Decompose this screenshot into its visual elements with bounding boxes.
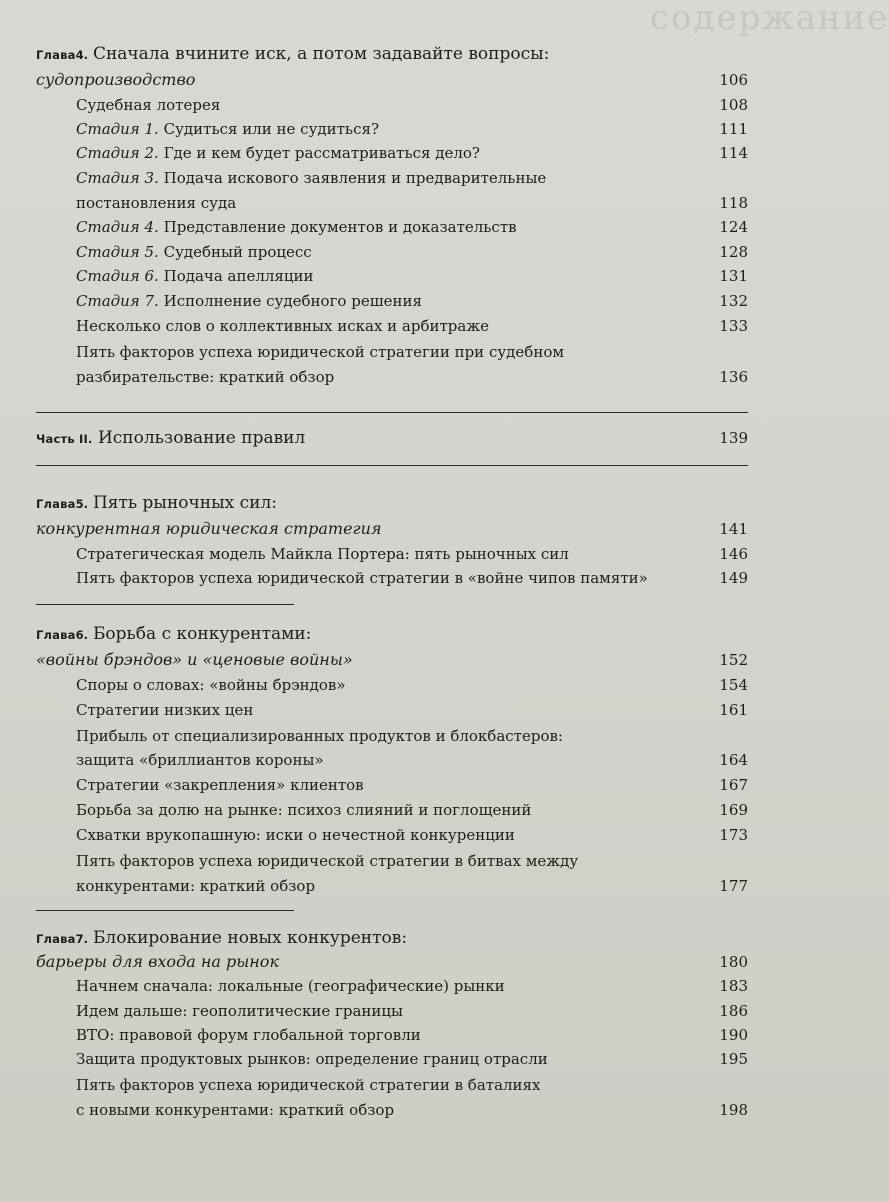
toc-entry-line2: конкурентами: краткий обзор 177 xyxy=(76,877,748,895)
toc-entry-line2: с новыми конкурентами: краткий обзор 198 xyxy=(76,1101,748,1119)
toc-entry: Стратегии низких цен 161 xyxy=(76,701,748,719)
chapter-7-subtitle: барьеры для входа на рынок xyxy=(36,952,279,971)
chapter-7-subtitle-row xyxy=(36,949,748,975)
chapter-5-title: Пять рыночных сил: xyxy=(92,493,277,513)
chapter-7-heading: Глава7. Блокирование новых конкурентов: xyxy=(36,928,408,948)
chapter-4-subtitle: судопроизводство xyxy=(36,70,196,89)
chapter-6-subtitle-row xyxy=(36,647,748,673)
toc-entry: Стадия 1. Судиться или не судиться? 111 xyxy=(76,120,748,138)
toc-entry: Стратегическая модель Майкла Портера: пять рыночных сил 146 xyxy=(76,545,748,563)
toc-entry-line1: Пять факторов успеха юридической стратегии при судебном xyxy=(76,343,565,361)
chapter-divider xyxy=(36,604,294,605)
toc-entry: Схватки врукопашную: иски о нечестной конкуренции 173 xyxy=(76,826,748,844)
chapter-7-title: Блокирование новых конкурентов: xyxy=(92,928,408,948)
toc-entry: Стадия 5. Судебный процесс 128 xyxy=(76,243,748,261)
chapter-6-heading: Глава6. Борьба с конкурентами: xyxy=(36,624,312,644)
toc-entry-line2: разбирательстве: краткий обзор 136 xyxy=(76,368,748,386)
toc-entry: Стадия 4. Представление документов и доказательств 124 xyxy=(76,218,748,236)
toc-entry: Стадия 7. Исполнение судебного решения 132 xyxy=(76,292,748,310)
chapter-5-heading: Глава5. Пять рыночных сил: xyxy=(36,493,277,513)
part-2-title: Использование правил xyxy=(97,428,306,448)
toc-entry: Стадия 6. Подача апелляции 131 xyxy=(76,267,748,285)
section-divider xyxy=(36,465,748,466)
part-2-heading: Часть II. Использование правил 139 xyxy=(36,425,748,451)
chapter-7-page: 180 xyxy=(719,953,748,971)
chapter-divider xyxy=(36,910,294,911)
chapter-5-page: 141 xyxy=(719,520,748,538)
chapter-4-heading: Глава4. Сначала вчините иск, а потом задавайте вопросы: xyxy=(36,44,550,64)
toc-entry: Идем дальше: геополитические границы 186 xyxy=(76,1002,748,1020)
toc-entry-line1: Прибыль от специализированных продуктов и блокбастеров: xyxy=(76,727,563,745)
chapter-4-page: 106 xyxy=(719,71,748,89)
chapter-4-title: Сначала вчините иск, а потом задавайте вопросы: xyxy=(92,44,550,64)
toc-entry: Стадия 2. Где и кем будет рассматриваться дело? 114 xyxy=(76,144,748,162)
toc-entry-line1: Пять факторов успеха юридической стратегии в баталиях xyxy=(76,1076,541,1094)
toc-entry: Борьба за долю на рынке: психоз слияний и поглощений 169 xyxy=(76,801,748,819)
chapter-5-subtitle: конкурентная юридическая стратегия xyxy=(36,519,382,538)
toc-entry-line2: постановления суда 118 xyxy=(76,194,748,212)
toc-entry-line1: Стадия 3. Подача искового заявления и предварительные xyxy=(76,169,547,187)
part-2-page: 139 xyxy=(719,429,748,447)
toc-entry: Начнем сначала: локальные (географические) рынки 183 xyxy=(76,977,748,995)
facing-page-title: содержание xyxy=(650,0,889,38)
toc-entry-line2: защита «бриллиантов короны» 164 xyxy=(76,751,748,769)
chapter-6-subtitle: «войны брэндов» и «ценовые войны» xyxy=(36,650,353,669)
chapter-6-title: Борьба с конкурентами: xyxy=(92,624,312,644)
toc-entry: Несколько слов о коллективных исках и арбитраже 133 xyxy=(76,317,748,335)
toc-entry: Судебная лотерея 108 xyxy=(76,96,748,114)
toc-entry: Защита продуктовых рынков: определение границ отрасли 195 xyxy=(76,1050,748,1068)
toc-entry: ВТО: правовой форум глобальной торговли 190 xyxy=(76,1026,748,1044)
table-of-contents xyxy=(36,0,748,1202)
toc-entry: Пять факторов успеха юридической стратегии в «войне чипов памяти» 149 xyxy=(76,569,748,587)
toc-entry-line1: Пять факторов успеха юридической стратегии в битвах между xyxy=(76,852,579,870)
section-divider xyxy=(36,412,748,413)
toc-entry: Споры о словах: «войны брэндов» 154 xyxy=(76,676,748,694)
chapter-5-subtitle-row xyxy=(36,516,748,542)
chapter-6-page: 152 xyxy=(719,651,748,669)
chapter-4-subtitle-row xyxy=(36,67,748,93)
toc-entry: Стратегии «закрепления» клиентов 167 xyxy=(76,776,748,794)
